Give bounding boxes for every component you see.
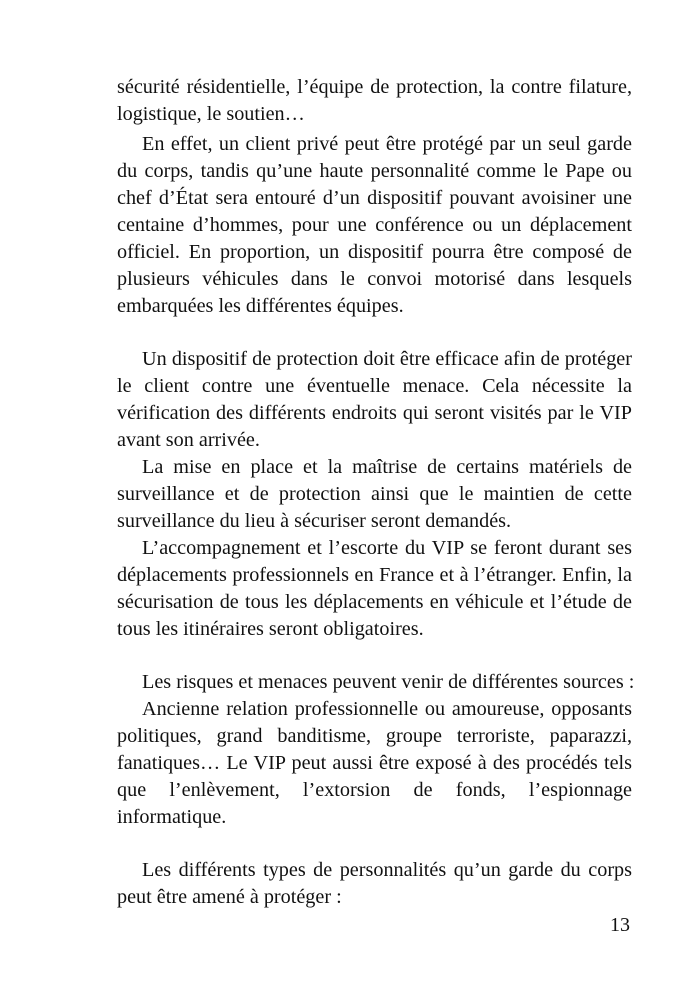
text-line: logistique, le soutien…: [117, 103, 305, 125]
paragraph-continuation: [117, 74, 632, 128]
paragraph-risques-intro: [117, 669, 635, 696]
text-line: peut être amené à protéger :: [117, 886, 342, 908]
text-line: tous les itinéraires seront obligatoires.: [117, 618, 424, 640]
text-line: En effet, un client privé peut être protégé par un seul garde: [142, 133, 632, 155]
text-line: Les risques et menaces peuvent venir de différentes sources :: [142, 671, 635, 693]
paragraph-types-personnalites: [117, 857, 632, 911]
paragraph-risques-liste: [117, 696, 632, 831]
text-line: sécurité résidentielle, l’équipe de protection, la contre filature,: [117, 76, 632, 98]
text-line: surveillance et de protection ainsi que le maintien de cette: [117, 483, 632, 505]
text-line: La mise en place et la maîtrise de certains matériels de: [142, 456, 632, 478]
text-line: Les différents types de personnalités qu’un garde du corps: [142, 859, 632, 881]
text-line: L’accompagnement et l’escorte du VIP se feront durant ses: [142, 537, 632, 559]
paragraph-surveillance: [117, 454, 632, 535]
text-line: politiques, grand banditisme, groupe terroriste, paparazzi,: [117, 725, 632, 747]
text-line: vérification des différents endroits qui seront visités par le VIP: [117, 402, 632, 424]
text-line: chef d’État sera entouré d’un dispositif pouvant avoisiner une: [117, 187, 632, 209]
text-line: avant son arrivée.: [117, 429, 260, 451]
text-line: du corps, tandis qu’une haute personnalité comme le Pape ou: [117, 160, 632, 182]
text-line: informatique.: [117, 806, 227, 828]
text-line: embarquées les différentes équipes.: [117, 295, 404, 317]
text-line: Ancienne relation professionnelle ou amoureuse, opposants: [142, 698, 632, 720]
text-line: fanatiques… Le VIP peut aussi être exposé à des procédés tels: [117, 752, 632, 774]
paragraph-dispositif: [117, 346, 632, 454]
paragraph-escorte: [117, 535, 632, 643]
page-number: 13: [610, 914, 630, 936]
text-line: officiel. En proportion, un dispositif pourra être composé de: [117, 241, 632, 263]
text-line: Un dispositif de protection doit être efficace afin de protéger: [142, 348, 632, 370]
paragraph-client-protection: [117, 131, 632, 320]
text-line: déplacements professionnels en France et à l’étranger. Enfin, la: [117, 564, 632, 586]
page-body: [117, 74, 635, 911]
text-line: que l’enlèvement, l’extorsion de fonds, l’espionnage: [117, 779, 632, 801]
text-line: centaine d’hommes, pour une conférence ou un déplacement: [117, 214, 632, 236]
text-line: plusieurs véhicules dans le convoi motorisé dans lesquels: [117, 268, 632, 290]
text-line: surveillance du lieu à sécuriser seront demandés.: [117, 510, 512, 532]
text-line: le client contre une éventuelle menace. Cela nécessite la: [117, 375, 632, 397]
text-line: sécurisation de tous les déplacements en véhicule et l’étude de: [117, 591, 632, 613]
